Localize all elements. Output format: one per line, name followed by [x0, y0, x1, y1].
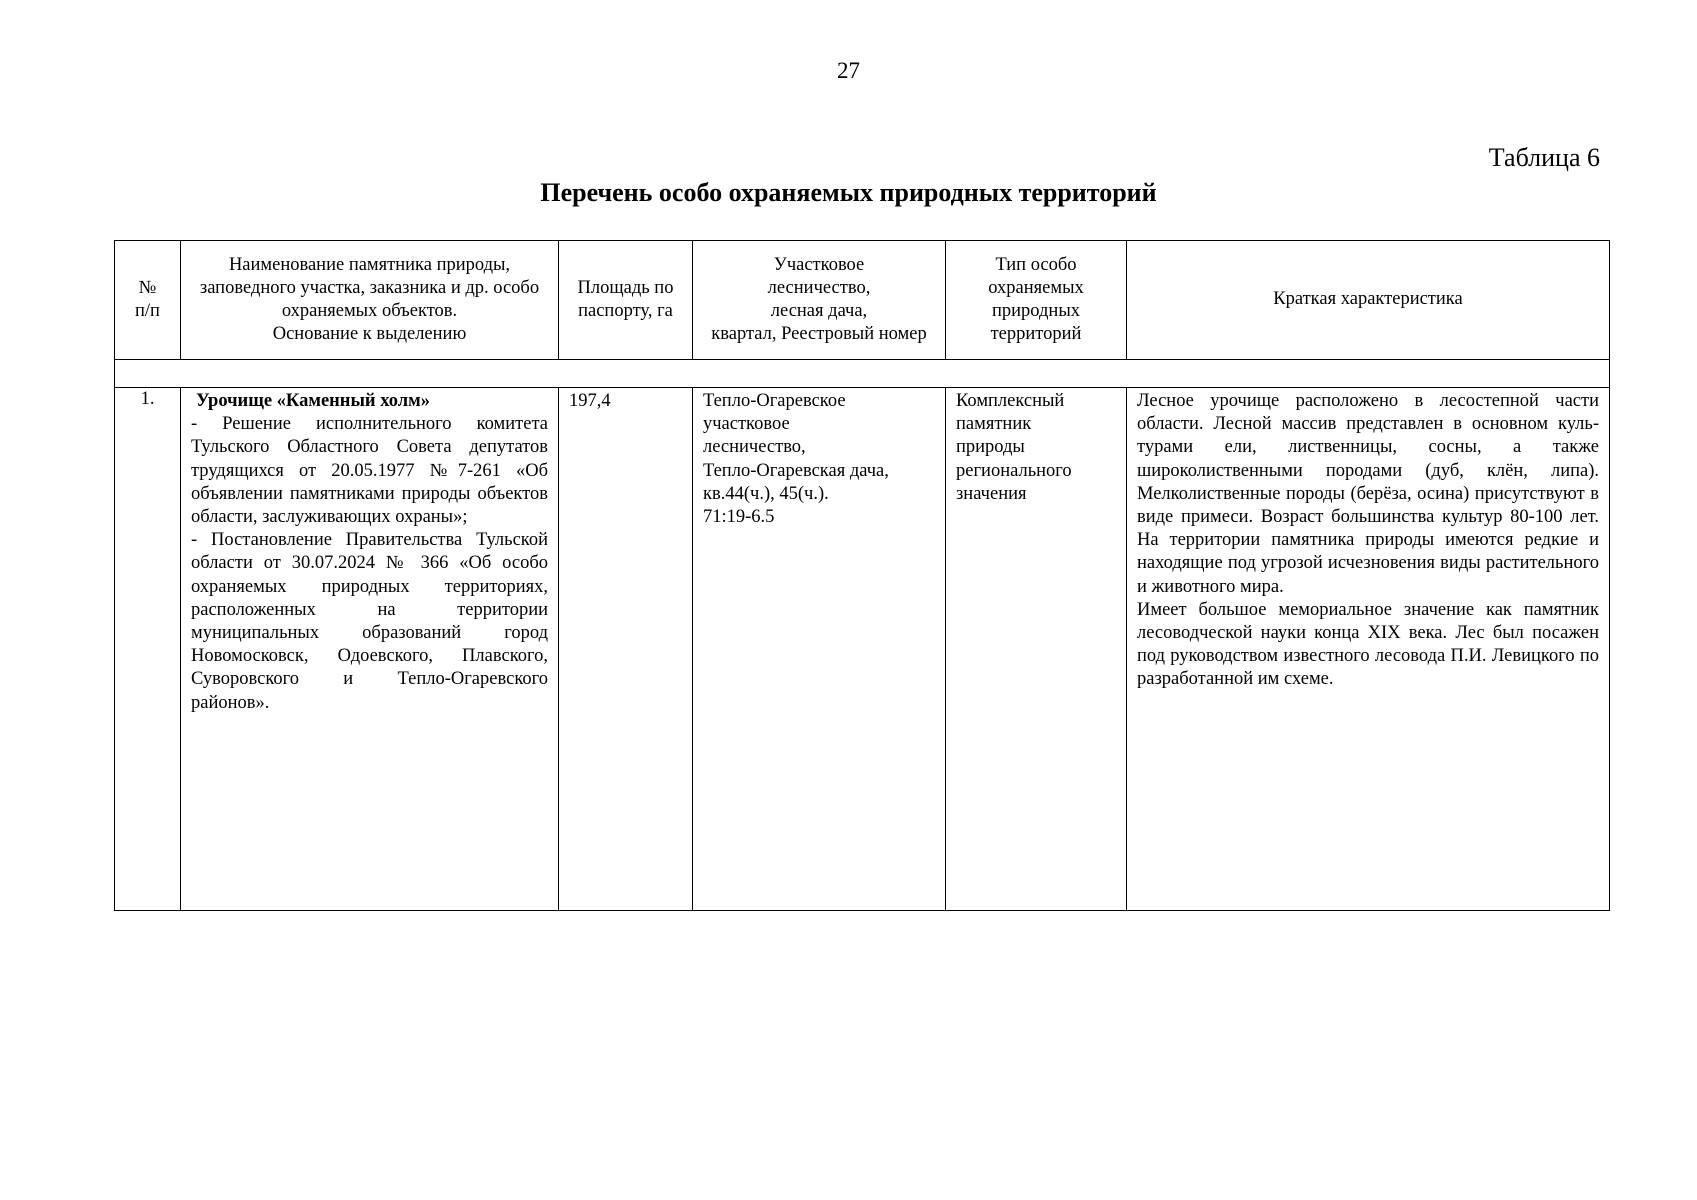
row-name-cell — [181, 388, 559, 911]
row-type: Комплексный памятник природы регионального значения — [956, 391, 1072, 504]
row-description: Лесное урочище расположено в лесостепной части области. Лесной массив представлен в основном куль-турами ели, лиственницы, сосны, а также широколиственными породами (дуб, клён, липа). Мелколиственные породы (берёза, осина) присутствуют в виде примеси. Возраст большинства культур 80-100 лет. На территории памятника природы имеются редкие и находящие под угрозой исчезновения виды растительного и животного мира. Имеет большое мемориальное значение как памятник лесоводческой науки конца XIX века. Лес был посажен под руководством известного лесовода П.И. Левицкого по разработанной им схеме. — [1137, 391, 1599, 690]
header-forestry: Участковое лесничество, лесная дача, квартал, Реестровый номер — [693, 241, 946, 360]
table-header-row — [115, 241, 1610, 360]
document-title: Перечень особо охраняемых природных территорий — [540, 178, 1157, 207]
row-name: Урочище «Каменный холм» — [196, 391, 430, 411]
row-number: 1. — [115, 388, 181, 911]
row-type-cell — [946, 388, 1127, 911]
header-type: Тип особо охраняемых природных территорий — [946, 241, 1127, 360]
row-description-cell — [1127, 388, 1610, 911]
protected-areas-table — [114, 240, 1610, 911]
table-label: Таблица 6 — [1488, 143, 1600, 172]
row-forestry: Тепло-Огаревское участковое лесничество, Тепло-Огаревская дача, кв.44(ч.), 45(ч.). 71:19-6.5 — [703, 391, 889, 528]
row-area: 197,4 — [569, 391, 611, 411]
row-basis: - Решение исполнительного комитета Тульского Областного Совета депутатов трудящихся от 20.05.1977 №7-261 «Об объявлении памятниками природы объектов области, заслуживающих охраны»; - Постановление Правительства Тульской области от 30.07.2024 № 366 «Об особо охраняемых природных территориях, расположенных на территории муниципальных образований город Новомосковск, Одоевского, Плавского, Суворовского и Тепло-Огаревского районов». — [191, 414, 548, 713]
spacer-cell — [115, 360, 1610, 388]
row-forestry-cell — [693, 388, 946, 911]
row-area-cell — [559, 388, 693, 911]
header-area: Площадь по паспорту, га — [559, 241, 693, 360]
table-spacer-row — [115, 360, 1610, 388]
page-number: 27 — [837, 58, 860, 83]
header-name: Наименование памятника природы, заповедного участка, заказника и др. особо охраняемых объектов. Основание к выделению — [181, 241, 559, 360]
table-row — [115, 388, 1610, 911]
header-number: № п/п — [115, 241, 181, 360]
header-description: Краткая характеристика — [1127, 241, 1610, 360]
